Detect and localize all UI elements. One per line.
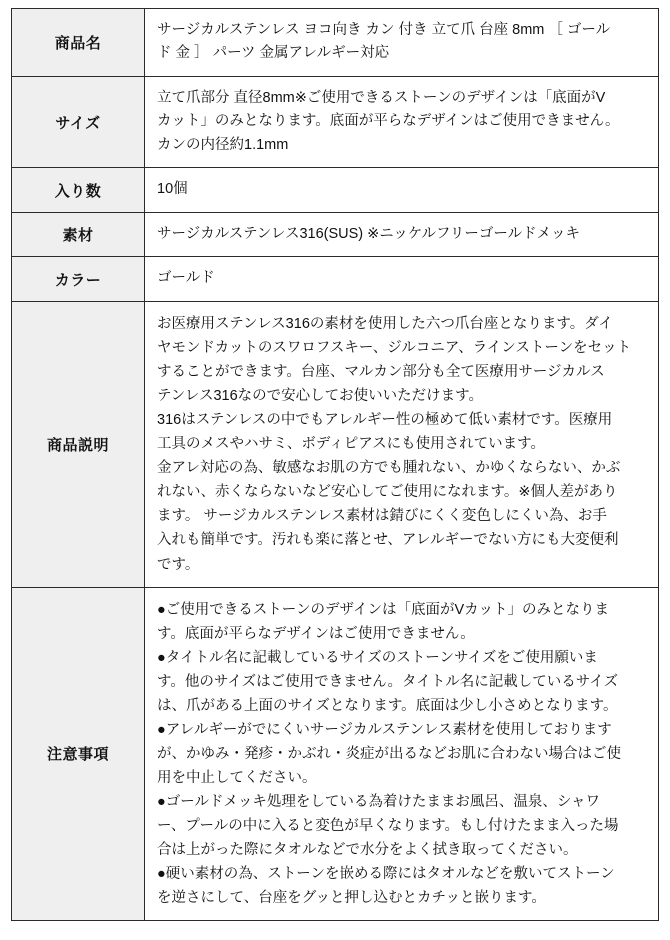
text-line: サージカルステンレス316(SUS) ※ニッケルフリーゴールドメッキ xyxy=(157,225,580,242)
text-line: 316はステンレスの中でもアレルギー性の極めて低い素材です。医療用 xyxy=(157,412,613,429)
text-line: が、かゆみ・発疹・かぶれ・炎症が出るなどお肌に合わない場合はご使 xyxy=(157,745,621,762)
row-value-material xyxy=(145,212,659,256)
text-line: は、爪がある上面のサイズとなります。底面は少し小さめとなります。 xyxy=(157,697,618,714)
table-row xyxy=(12,212,659,256)
row-header-product-name: 商品名 xyxy=(12,9,145,77)
table-row xyxy=(12,301,659,587)
text-line: することができます。台座、マルカン部分も全て医療用サージカルス xyxy=(157,364,605,380)
row-value-precautions xyxy=(145,587,659,921)
row-header-material: 素材 xyxy=(12,212,145,256)
text-line: カット」のみとなります。底面が平らなデザインはご使用できません。 xyxy=(157,113,620,130)
text-line: れない、赤くならないなど安心してご使用になれます。※個人差があり xyxy=(157,484,618,501)
text-line: カンの内径約1.1mm xyxy=(157,136,289,153)
text-line: を逆さにして、台座をグッと押し込むとカチッと嵌ります。 xyxy=(157,890,546,907)
text-line: です。 xyxy=(157,556,200,573)
text-line: ド 金 ］ パーツ 金属アレルギー対応 xyxy=(157,45,390,62)
row-header-size: サイズ xyxy=(12,76,145,167)
text-line: お医療用ステンレス316の素材を使用した六つ爪台座となります。ダイ xyxy=(157,315,613,332)
text-line: 合は上がった際にタオルなどで水分をよく拭き取ってください。 xyxy=(157,842,578,859)
row-header-description: 商品説明 xyxy=(12,301,145,587)
text-line: 用を中止してください。 xyxy=(157,770,317,786)
table-row xyxy=(12,257,659,301)
text-line: ●アレルギーがでにくいサージカルステンレス素材を使用しております xyxy=(157,721,612,738)
table-body xyxy=(12,9,659,921)
text-line: 入れも簡単です。汚れも楽に落とせ、アレルギーでない方にも大変便利 xyxy=(157,532,619,549)
text-line: 工具のメスやハサミ、ボディピアスにも使用されています。 xyxy=(157,436,546,453)
text-line: ます。 サージカルステンレス素材は錆びにくく変色しにくい為、お手 xyxy=(157,508,607,525)
row-value-product-name xyxy=(145,9,659,77)
text-line: ー、プールの中に入ると変色が早くなります。もし付けたまま入った場 xyxy=(157,818,619,835)
text-line: ゴールド xyxy=(157,270,215,287)
text-line: テンレス316なので安心してお使いいただけます。 xyxy=(157,388,484,405)
text-line: 金アレ対応の為、敏感なお肌の方でも腫れない、かゆくならない、かぶ xyxy=(157,460,621,477)
row-value-size xyxy=(145,76,659,167)
row-value-description xyxy=(145,301,659,587)
row-value-color xyxy=(145,257,659,301)
text-line: サージカルステンレス ヨコ向き カン 付き 立て爪 台座 8mm ［ ゴール xyxy=(157,22,611,38)
text-line: ヤモンドカットのスワロフスキー、ジルコニア、ラインストーンをセット xyxy=(157,339,632,356)
text-line: す。底面が平らなデザインはご使用できません。 xyxy=(157,625,475,642)
text-line: 立て爪部分 直径8mm※ご使用できるストーンのデザインは「底面がV xyxy=(157,89,606,106)
text-line: ●ご使用できるストーンのデザインは「底面がVカット」のみとなりま xyxy=(157,601,609,618)
table-row xyxy=(12,587,659,921)
table-row xyxy=(12,9,659,77)
product-spec-table xyxy=(11,8,659,921)
table-row xyxy=(12,76,659,167)
text-line: ●硬い素材の為、ストーンを嵌める際にはタオルなどを敷いてストーン xyxy=(157,866,615,883)
text-line: ●タイトル名に記載しているサイズのストーンサイズをご使用願いま xyxy=(157,649,598,666)
row-header-quantity: 入り数 xyxy=(12,168,145,212)
row-header-precautions: 注意事項 xyxy=(12,587,145,921)
text-line: ●ゴールドメッキ処理をしている為着けたままお風呂、温泉、シャワ xyxy=(157,794,601,811)
text-line: 10個 xyxy=(157,181,188,198)
table-row xyxy=(12,168,659,212)
row-header-color: カラー xyxy=(12,257,145,301)
row-value-quantity xyxy=(145,168,659,212)
text-line: す。他のサイズはご使用できません。タイトル名に記載しているサイズ xyxy=(157,673,619,690)
